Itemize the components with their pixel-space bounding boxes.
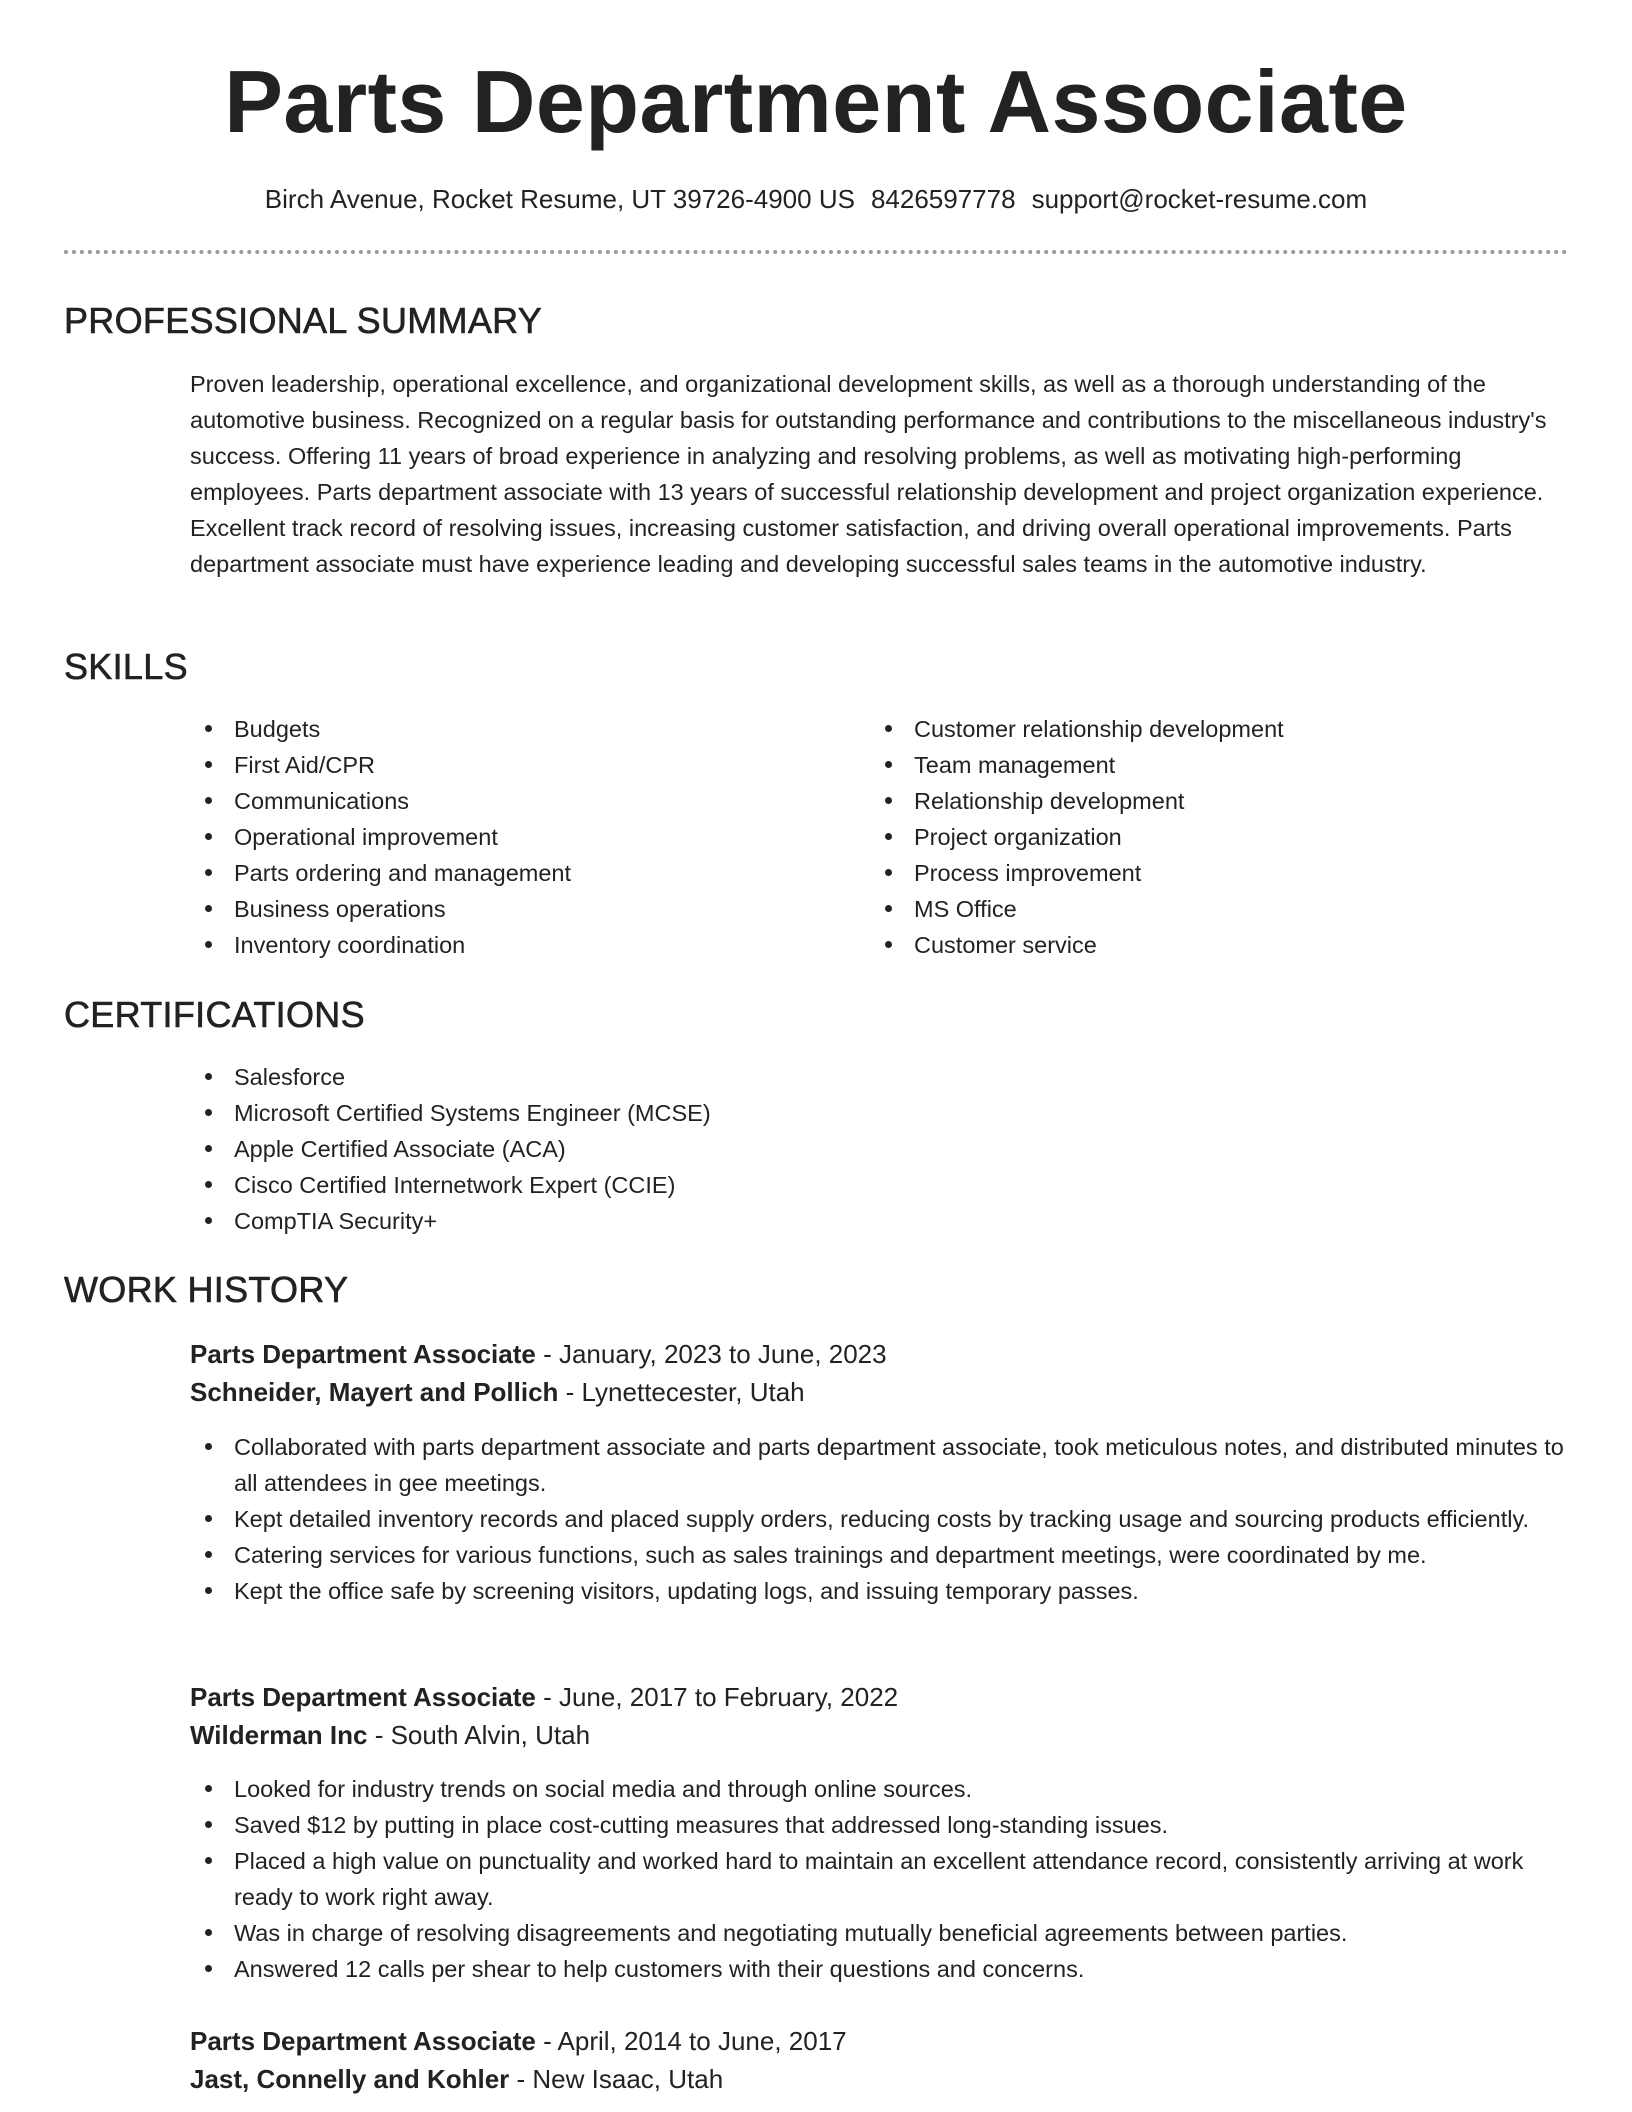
job-bullets: [190, 1771, 1570, 1987]
job-bullet: Was in charge of resolving disagreements and negotiating mutually beneficial agreements between parties.: [190, 1915, 1570, 1951]
skill-item: Operational improvement: [190, 819, 810, 855]
certification-item: Microsoft Certified Systems Engineer (MCSE): [190, 1095, 1490, 1131]
skill-item: Customer service: [870, 927, 1550, 963]
resume-name: Parts Department Associate: [224, 52, 1408, 151]
job-bullets: [190, 1429, 1570, 1609]
section-title-work-history: WORK HISTORY: [64, 1269, 349, 1310]
contact-phone: 8426597778: [870, 184, 1016, 214]
skill-item: Business operations: [190, 891, 810, 927]
job-dates: - January, 2023 to June, 2023: [535, 1339, 887, 1369]
certifications-list: [190, 1059, 1490, 1239]
job-bullet: Saved $12 by putting in place cost-cutting measures that addressed long-standing issues.: [190, 1807, 1570, 1843]
skills-list-left: [190, 711, 810, 963]
skill-item: Project organization: [870, 819, 1550, 855]
contact-line: [0, 180, 1632, 218]
certification-item: Apple Certified Associate (ACA): [190, 1131, 1490, 1167]
job-bullet: Kept the office safe by screening visitors, updating logs, and issuing temporary passes.: [190, 1573, 1570, 1609]
job-bullet: Answered 12 calls per shear to help customers with their questions and concerns.: [190, 1951, 1570, 1987]
job-company: Jast, Connelly and Kohler: [190, 2064, 510, 2094]
job-title: Parts Department Associate: [190, 1339, 536, 1369]
skill-item: Process improvement: [870, 855, 1550, 891]
job-title-line: [190, 1335, 887, 1373]
job-title-line: [190, 2022, 847, 2060]
certification-item: Salesforce: [190, 1059, 1490, 1095]
skill-item: Customer relationship development: [870, 711, 1550, 747]
job-company: Wilderman Inc: [190, 1720, 368, 1750]
job-title: Parts Department Associate: [190, 2026, 536, 2056]
job-location: - South Alvin, Utah: [367, 1720, 591, 1750]
skill-item: MS Office: [870, 891, 1550, 927]
section-title-summary: PROFESSIONAL SUMMARY: [64, 300, 543, 341]
skill-item: Relationship development: [870, 783, 1550, 819]
job-company-line: [190, 2060, 723, 2098]
summary-text: Proven leadership, operational excellence, and organizational development skills, as well as a thorough understanding of the automotive business. Recognized on a regular basis for outstanding performance and contributions to the miscellaneous industry's success. Offering 11 years of broad experience in analyzing and resolving problems, as well as motivating high-performing employees. Parts department associate with 13 years of successful relationship development and project organization experience. Excellent track record of resolving issues, increasing customer satisfaction, and driving overall operational improvements. Parts department associate must have experience leading and developing successful sales teams in the automotive industry.: [190, 371, 1547, 577]
skill-item: Team management: [870, 747, 1550, 783]
certification-item: CompTIA Security+: [190, 1203, 1490, 1239]
job-dates: - April, 2014 to June, 2017: [535, 2026, 847, 2056]
job-location: - Lynettecester, Utah: [558, 1377, 805, 1407]
skill-item: Parts ordering and management: [190, 855, 810, 891]
job-company: Schneider, Mayert and Pollich: [190, 1377, 559, 1407]
job-company-line: [190, 1716, 590, 1754]
job-location: - New Isaac, Utah: [509, 2064, 724, 2094]
job-title-line: [190, 1678, 898, 1716]
job-bullet: Catering services for various functions, such as sales trainings and department meetings, were coordinated by me.: [190, 1537, 1570, 1573]
header-divider: [64, 250, 1568, 254]
job-bullet: Placed a high value on punctuality and worked hard to maintain an excellent attendance record, consistently arriving at work ready to work right away.: [190, 1843, 1570, 1915]
skill-item: Budgets: [190, 711, 810, 747]
skills-list-right: [870, 711, 1550, 963]
contact-address: Birch Avenue, Rocket Resume, UT 39726-4900 US: [264, 184, 855, 214]
skill-item: First Aid/CPR: [190, 747, 810, 783]
section-title-certifications: CERTIFICATIONS: [64, 994, 365, 1035]
job-bullet: Kept detailed inventory records and placed supply orders, reducing costs by tracking usage and sourcing products efficiently.: [190, 1501, 1570, 1537]
job-title: Parts Department Associate: [190, 1682, 536, 1712]
skill-item: Communications: [190, 783, 810, 819]
section-title-skills: SKILLS: [64, 646, 188, 687]
skill-item: Inventory coordination: [190, 927, 810, 963]
job-company-line: [190, 1373, 805, 1411]
job-dates: - June, 2017 to February, 2022: [535, 1682, 899, 1712]
job-bullet: Collaborated with parts department associate and parts department associate, took meticulous notes, and distributed minutes to all attendees in gee meetings.: [190, 1429, 1570, 1501]
contact-email: support@rocket-resume.com: [1031, 184, 1368, 214]
certification-item: Cisco Certified Internetwork Expert (CCIE): [190, 1167, 1490, 1203]
job-bullet: Looked for industry trends on social media and through online sources.: [190, 1771, 1570, 1807]
